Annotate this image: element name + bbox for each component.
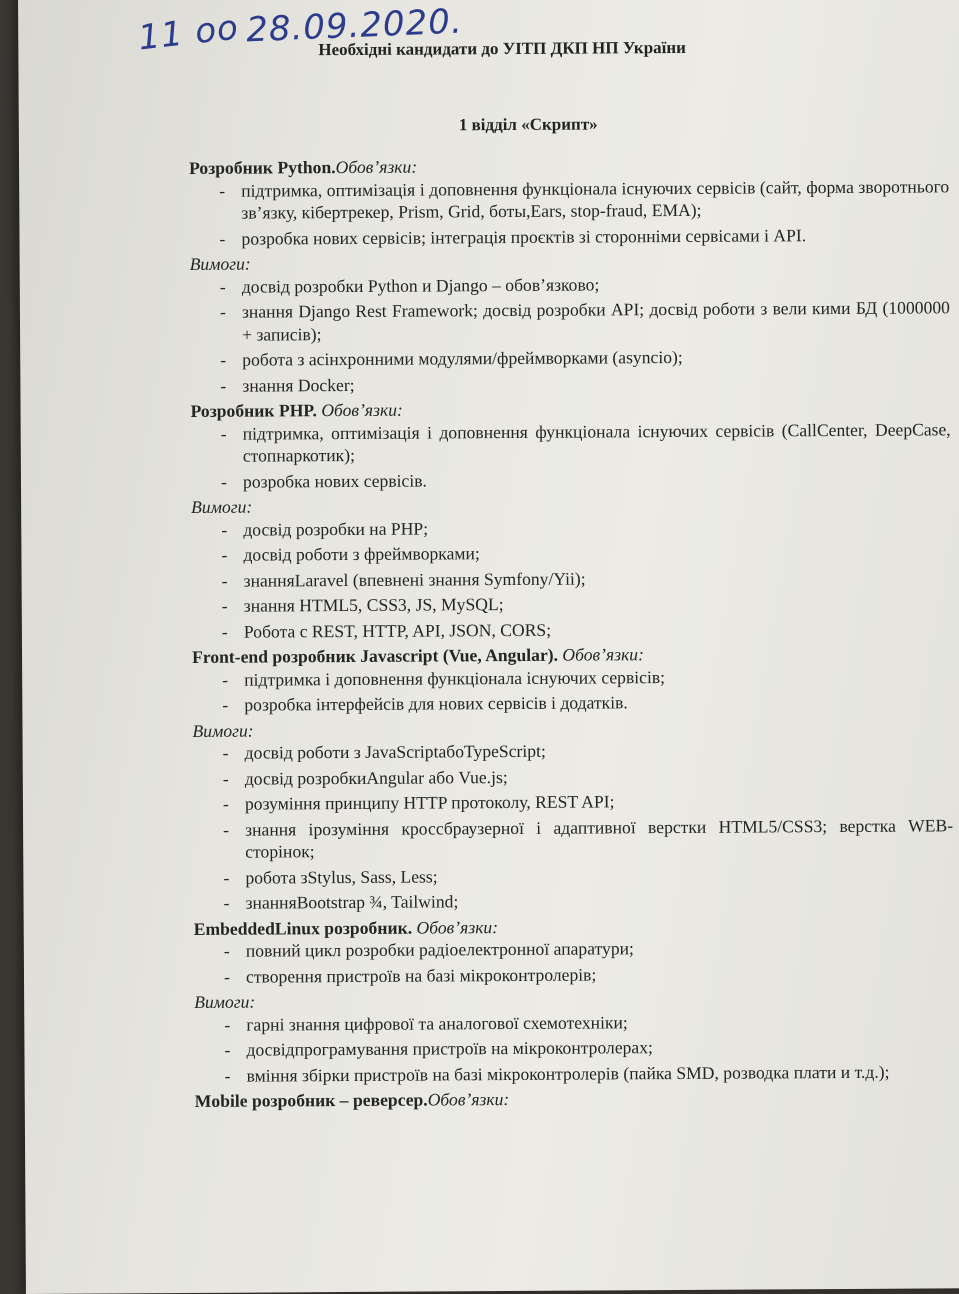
list-item: - повний цикл розробки радіоелектронної апаратури;	[224, 935, 954, 962]
list-item: - досвід розробкиAngular або Vue.js;	[223, 763, 953, 790]
section-python	[189, 152, 950, 397]
list-item: - робота з асінхронними модулями/фреймворками (asyncio);	[220, 344, 950, 371]
section-embedded	[194, 913, 955, 1087]
list-item: - підтримка, оптимізація і доповнення функціонала існуючих сервісів (CallCenter, DeepCase, стопнаркотик);	[221, 418, 951, 467]
list-item: - вміння збірки пристроїв на базі мікроконтролерів (пайка SMD, розводка плати и т.д.);	[225, 1060, 955, 1087]
list-item: - знання Django Rest Framework; досвід розробки API; досвід роботи з вели кими БД (1000000 + записів);	[220, 296, 950, 345]
section-php	[190, 395, 951, 643]
requirements-label: Вимоги:	[189, 253, 251, 274]
requirements-label: Вимоги:	[192, 720, 254, 741]
list-item: - знанняLaravel (впевнені знання Symfony/Yii);	[222, 565, 952, 592]
list-item: - досвід розробки Python и Django – обов’язково;	[220, 271, 950, 298]
department-heading: 1 відділ «Скрипт»	[458, 114, 598, 135]
section-title: Mobile розробник – реверсер.Обов’язки:	[194, 1089, 510, 1111]
duties-list	[194, 935, 954, 988]
requirements-list	[193, 737, 954, 914]
list-item: - розуміння принципу HTTP протоколу, REST API;	[223, 788, 953, 815]
list-item: - досвід розробки на PHP;	[221, 514, 951, 541]
list-item: - знання Docker;	[220, 370, 950, 397]
list-item: - знання HTML5, CSS3, JS, MySQL;	[222, 590, 952, 617]
section-title: EmbeddedLinux розробник. Обов’язки:	[193, 916, 499, 939]
section-frontend	[192, 641, 954, 914]
document-sheet	[18, 0, 959, 1294]
list-item: - досвідпрограмування пристроїв на мікроконтролерах;	[224, 1034, 954, 1061]
section-mobile	[195, 1085, 955, 1112]
requirements-list	[194, 1009, 954, 1087]
list-item: - досвід роботи з фреймворками;	[221, 539, 951, 566]
handwritten-number: 11 oo	[136, 7, 241, 59]
document-body	[189, 148, 955, 1112]
requirements-list	[191, 514, 952, 643]
list-item: - гарні знання цифрової та аналогової схемотехніки;	[224, 1009, 954, 1036]
requirements-list	[190, 271, 951, 397]
list-item: - досвід роботи з JavaScriptабоTypeScript;	[223, 737, 953, 764]
list-item: - робота зStylus, Sass, Less;	[223, 862, 953, 889]
list-item: - розробка нових сервісів; інтеграція проєктів зі сторонніми сервісами і API.	[219, 223, 949, 250]
list-item: - знанняBootstrap ¾, Tailwind;	[223, 887, 953, 914]
section-title: Розробник PHP. Обов’язки:	[190, 399, 403, 421]
list-item: - створення пристроїв на базі мікроконтролерів;	[224, 961, 954, 988]
list-item: - знання ірозуміння кроссбраузерної і адаптивної верстки HTML5/CSS3; верстка WEB-сторінок;	[223, 814, 953, 863]
duties-list	[191, 418, 951, 493]
list-item: - підтримка, оптимізація і доповнення функціонала існуючих сервісів (сайт, форма зворотнього зв’язку, кібертрекер, Prism, Grid, боты,Ears, stop-fraud, EMA);	[219, 175, 949, 224]
handwritten-date: 28.09.2020.	[245, 1, 464, 51]
list-item: - підтримка і доповнення функціонала існуючих сервісів;	[222, 664, 952, 691]
requirements-label: Вимоги:	[194, 991, 256, 1012]
list-item: - розробка інтерфейсів для нових сервісів і додатків.	[222, 689, 952, 716]
document-title: Необхідні кандидати до УІТП ДКП НП України	[318, 37, 686, 60]
duties-list	[192, 664, 952, 717]
requirements-label: Вимоги:	[191, 496, 253, 517]
duties-list	[189, 175, 949, 250]
list-item: - розробка нових сервісів.	[221, 466, 951, 493]
section-title: Front-end розробник Javascript (Vue, Angular). Обов’язки:	[191, 644, 644, 667]
section-title: Розробник Python.Обов’язки:	[189, 156, 418, 178]
list-item: - Робота с REST, HTTP, API, JSON, CORS;	[222, 616, 952, 643]
